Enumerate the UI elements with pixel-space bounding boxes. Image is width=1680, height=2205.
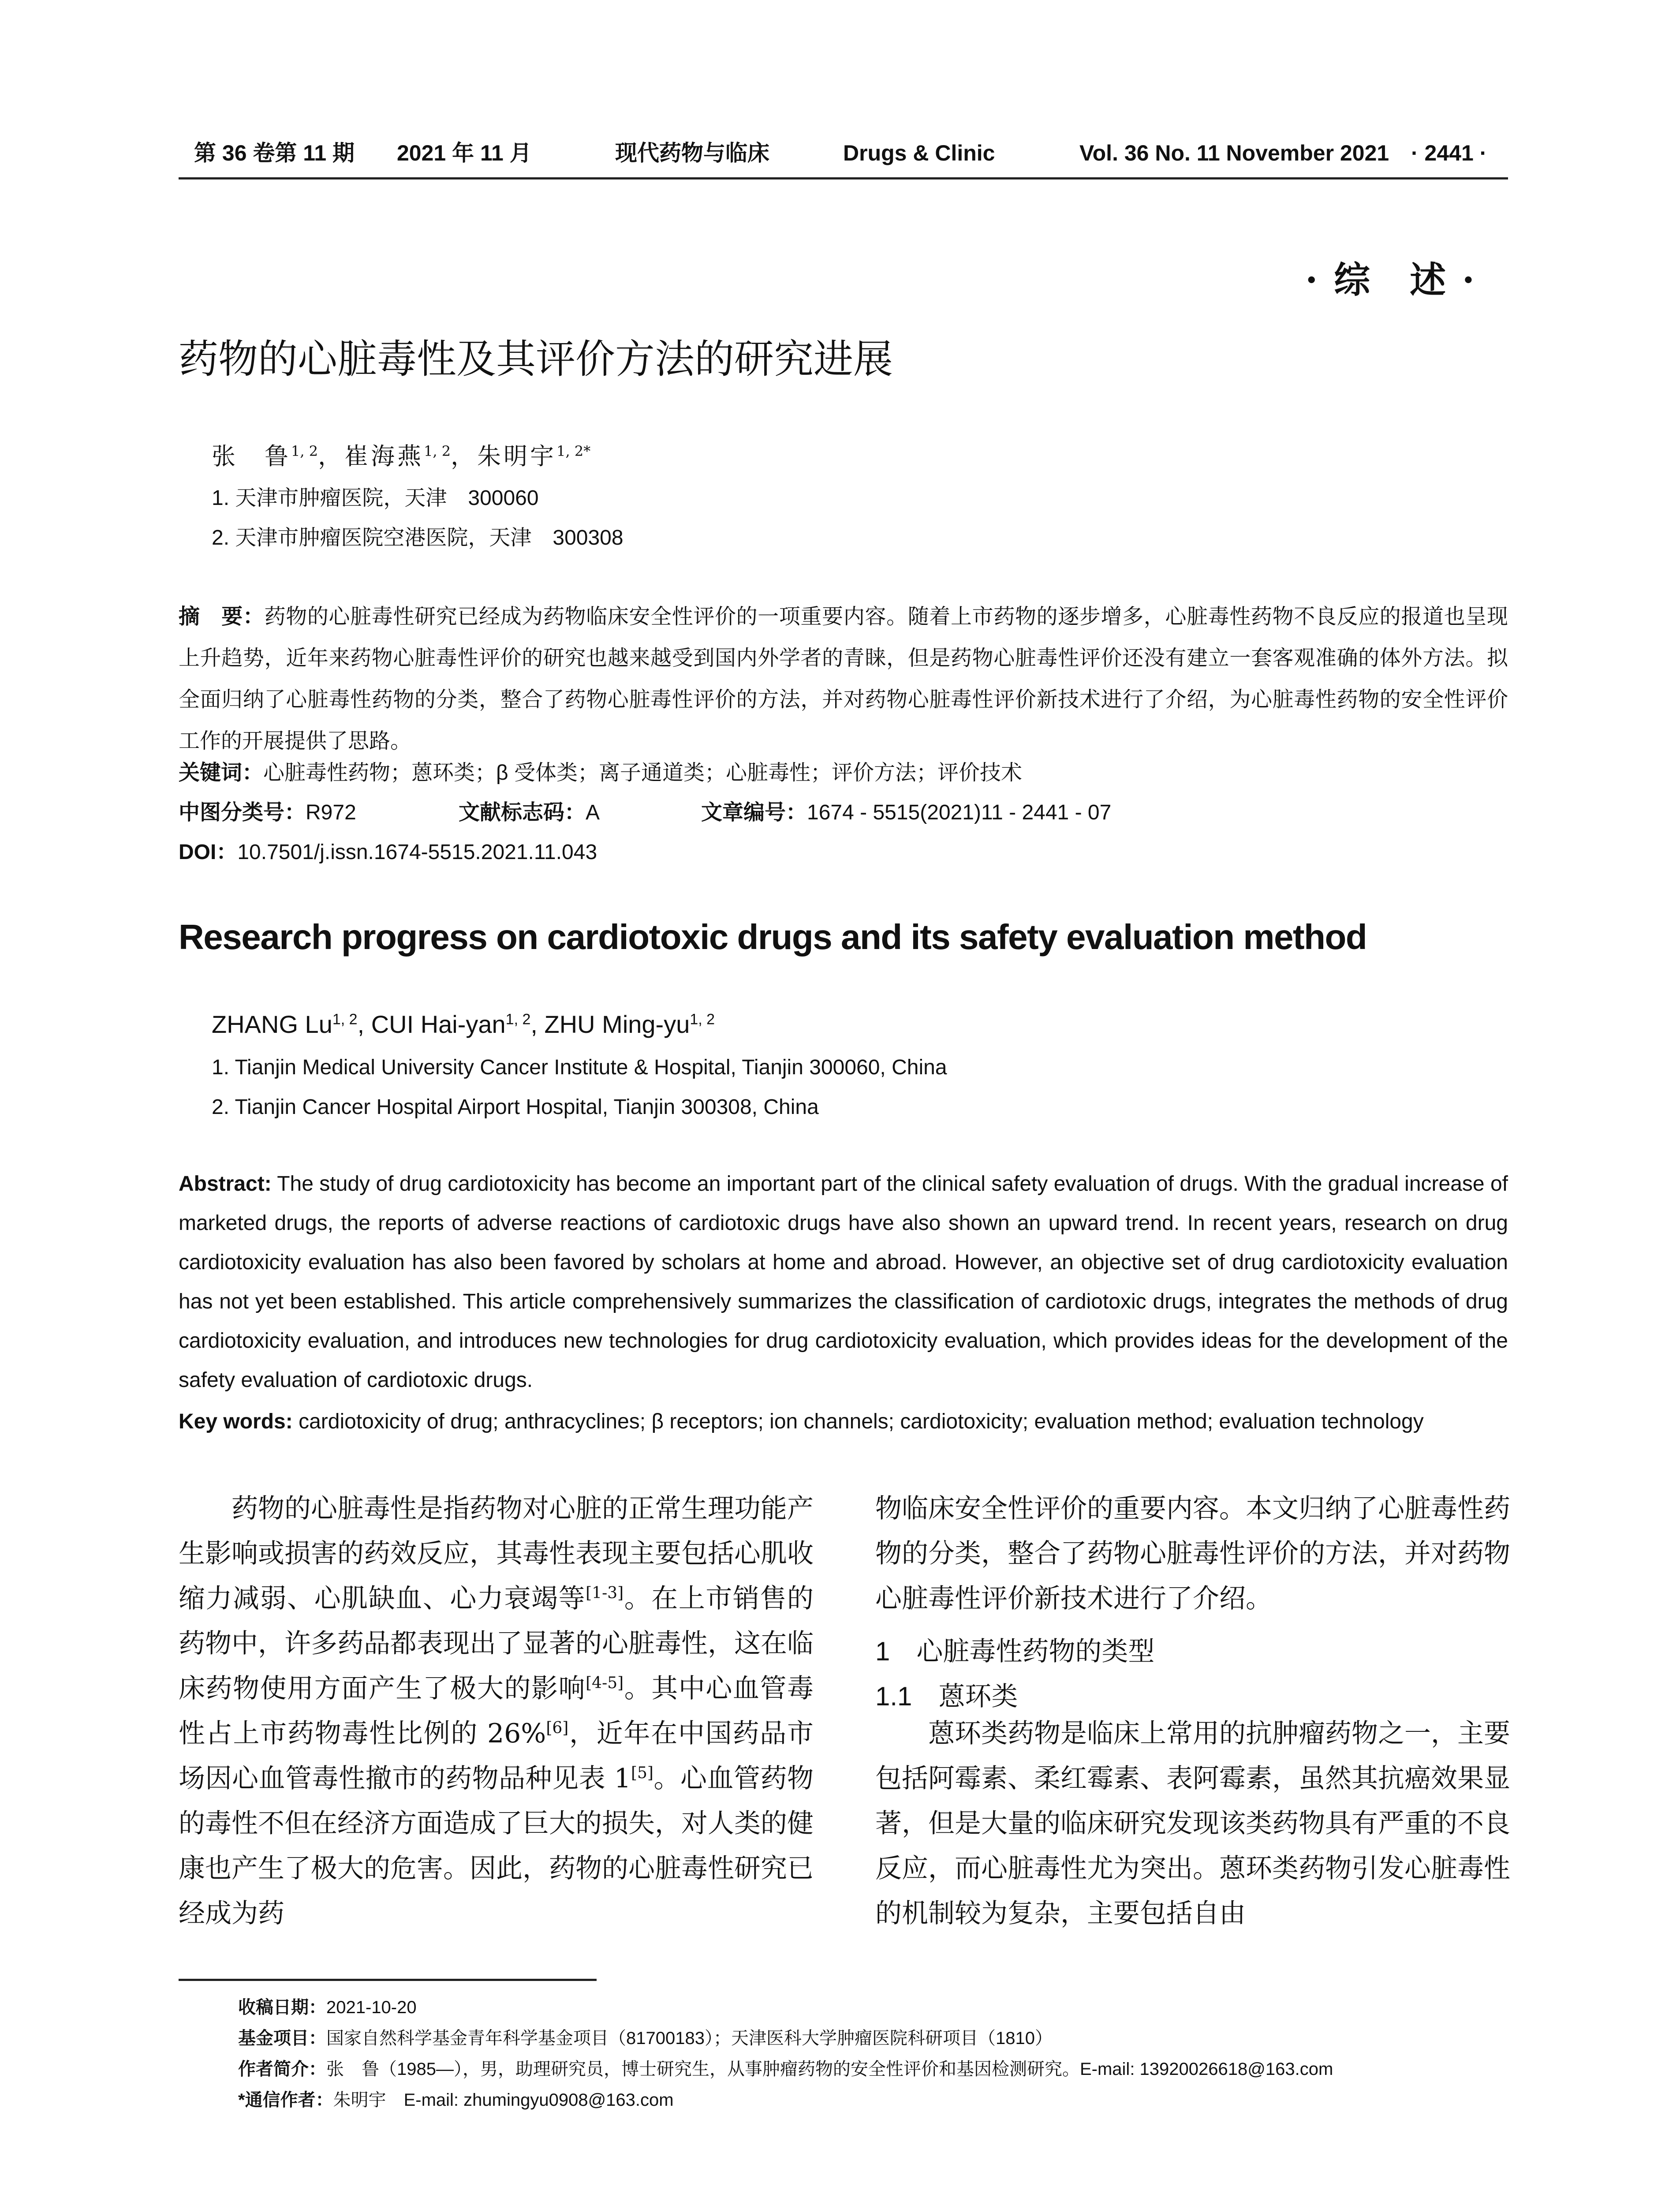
body-right-column — [875, 1486, 1510, 1621]
page-title-en: Research progress on cardiotoxic drugs and its safety evaluation method — [179, 917, 1367, 957]
abstract-label-cn: 摘 要： — [179, 605, 265, 628]
footnote-corresponding — [238, 2086, 674, 2111]
authors-en: ZHANG Lu$^{1, 2}$, CUI Hai-yan$^{1, 2}$, ZHU Ming-yu$^{1, 2}$ — [212, 1010, 715, 1038]
clc-value: R972 — [306, 801, 356, 824]
author-3-affiliation-cn: 1, 2* — [556, 443, 591, 460]
body-paragraph-continued: 物临床安全性评价的重要内容。本文归纳了心脏毒性药物的分类，整合了药物心脏毒性评价的方法，并对药物心脏毒性评价新技术进行了介绍。 — [875, 1493, 1510, 1614]
citation-ref[interactable]: [1-3] — [586, 1584, 624, 1602]
header-rule — [179, 177, 1508, 179]
body-text: ，近年在中国药品市场因心血管毒性撤市的药物品种见表 1 — [179, 1718, 814, 1794]
header-date-cn: 2021 年 11 月 — [397, 141, 532, 165]
received-label: 收稿日期： — [238, 1998, 326, 2017]
affiliation-1-en: 1. Tianjin Medical University Cancer Institute & Hospital, Tianjin 300060, China — [212, 1056, 947, 1079]
body-text: 。心血管药物的毒性不但在经济方面造成了巨大的损失，对人类的健康也产生了极大的危害。因此，药物的心脏毒性研究已经成为药 — [179, 1763, 814, 1929]
section-heading-1: 1 心脏毒性药物的类型 — [875, 1637, 1155, 1666]
body-left-column — [179, 1486, 814, 1936]
doi-value[interactable]: 10.7501/j.issn.1674-5515.2021.11.043 — [237, 841, 597, 864]
author-2-en: CUI Hai-yan — [371, 1010, 506, 1038]
abstract-label-en: Abstract: — [179, 1172, 272, 1196]
section-label: · 综 述 · — [1305, 259, 1477, 301]
author-1-cn: 张 鲁 — [212, 442, 291, 470]
article-number-label: 文章编号： — [701, 801, 807, 824]
author-bio-text: 张 鲁（1985—），男，助理研究员，博士研究生，从事肿瘤药物的安全性评价和基因检测研究。E-mail: 13920026618@163.com — [326, 2059, 1333, 2079]
author-bio-label: 作者简介： — [238, 2059, 326, 2079]
keywords-text-en: cardiotoxicity of drug; anthracyclines; β receptors; ion channels; cardiotoxicity; evaluation method; evaluation technology — [299, 1410, 1424, 1433]
affiliation-2-en: 2. Tianjin Cancer Hospital Airport Hospital, Tianjin 300308, China — [212, 1095, 819, 1119]
keywords-label-cn: 关键词： — [179, 761, 264, 785]
body-text: 。其中心血管毒性占上市药物毒性比例的 26% — [179, 1673, 814, 1749]
body-text: 药物的心脏毒性是指药物对心脏的正常生理功能产生影响或损害的药效反应，其毒性表现主要包括心肌收缩力减弱、心肌缺血、心力衰竭等 — [179, 1493, 814, 1614]
funding-label: 基金项目： — [238, 2029, 326, 2048]
received-date: 2021-10-20 — [326, 1998, 417, 2017]
author-3-en: ZHU Ming-yu — [544, 1010, 690, 1038]
keywords-text-cn: 心脏毒性药物；蒽环类；β 受体类；离子通道类；心脏毒性；评价方法；评价技术 — [263, 761, 1022, 785]
classification-line — [179, 795, 356, 826]
body-paragraph-2: 蒽环类药物是临床上常用的抗肿瘤药物之一，主要包括阿霉素、柔红霉素、表阿霉素，虽然其抗癌效果显著，但是大量的临床研究发现该类药物具有严重的不良反应，而心脏毒性尤为突出。蒽环类药物引发心脏毒性的机制较为复杂，主要包括自由 — [875, 1718, 1510, 1929]
author-3-cn: 朱明宇 — [477, 442, 557, 470]
section-heading-1-1: 1.1 蒽环类 — [875, 1682, 1018, 1711]
author-3-affiliation-en: 1, 2 — [690, 1011, 715, 1028]
corresponding-text: 朱明宇 E-mail: zhumingyu0908@163.com — [333, 2090, 674, 2110]
body-paragraph-1 — [179, 1486, 814, 1936]
abstract-text-en: The study of drug cardiotoxicity has become an important part of the clinical safety evaluation of drugs. With the gradual increase of marketed drugs, the reports of adverse reactions of cardiotoxic drugs have also shown an upward trend. In recent years, research on drug cardiotoxicity evaluation has also been favored by scholars at home and abroad. However, an objective set of drug cardiotoxicity evaluation has not yet been established. This article comprehensively summarizes the classification of cardiotoxic drugs, integrates the methods of drug cardiotoxicity evaluation, and introduces new technologies for drug cardiotoxicity evaluation, which provides ideas for the development of the safety evaluation of cardiotoxic drugs. — [179, 1172, 1508, 1392]
article-number-value: 1674 - 5515(2021)11 - 2441 - 07 — [807, 801, 1112, 824]
header-volume-en: Vol. 36 No. 11 November 2021 — [1079, 141, 1389, 165]
header-journal-cn: 现代药物与临床 — [615, 140, 769, 166]
author-1-en: ZHANG Lu — [212, 1010, 332, 1038]
abstract-text-cn: 药物的心脏毒性研究已经成为药物临床安全性评价的一项重要内容。随着上市药物的逐步增多，心脏毒性药物不良反应的报道也呈现上升趋势，近年来药物心脏毒性评价的研究也越来越受到国内外学者的青睐，但是药物心脏毒性评价还没有建立一套客观准确的体外方法。拟全面归纳了心脏毒性药物的分类，整合了药物心脏毒性评价的方法，并对药物心脏毒性评价新技术进行了介绍，为心脏毒性药物的安全性评价工作的开展提供了思路。 — [179, 605, 1508, 753]
affiliation-2-cn: 2. 天津市肿瘤医院空港医院，天津 300308 — [212, 526, 623, 549]
author-separator-2: ， — [451, 442, 478, 470]
keywords-en — [179, 1409, 1424, 1434]
author-1-affiliation-en: 1, 2 — [332, 1011, 358, 1028]
author-1-affiliation-cn: 1, 2 — [291, 443, 318, 460]
footnote-rule — [179, 1979, 597, 1981]
abstract-cn — [179, 596, 1508, 762]
document-code — [459, 795, 600, 826]
document-code-value: A — [586, 801, 600, 824]
footnote-funding — [238, 2024, 1053, 2049]
corresponding-label: *通信作者： — [238, 2090, 333, 2110]
header-issue-cn: 第 36 卷第 11 期 — [194, 141, 355, 165]
keywords-cn — [179, 755, 1022, 786]
abstract-en — [179, 1164, 1508, 1400]
page-title-cn: 药物的心脏毒性及其评价方法的研究进展 — [179, 337, 893, 381]
author-separator-1: ， — [318, 442, 345, 470]
doi-label: DOI： — [179, 841, 238, 864]
footnote-author-bio — [238, 2055, 1333, 2080]
author-2-affiliation-cn: 1, 2 — [424, 443, 451, 460]
citation-ref[interactable]: [5] — [631, 1764, 653, 1782]
author-2-affiliation-en: 1, 2 — [505, 1011, 531, 1028]
body-text: 。在上市销售的药物中，许多药品都表现出了显著的心脏毒性，这在临床药物使用方面产生了极大的影响 — [179, 1583, 814, 1704]
funding-text: 国家自然科学基金青年科学基金项目（81700183）；天津医科大学肿瘤医院科研项目（1810） — [326, 2029, 1053, 2048]
header-journal-en: Drugs & Clinic — [843, 141, 995, 165]
footnote-received — [238, 1993, 417, 2018]
affiliation-1-cn: 1. 天津市肿瘤医院，天津 300060 — [212, 486, 539, 510]
document-code-label: 文献标志码： — [459, 801, 586, 824]
body-right-column-lower — [875, 1711, 1510, 1936]
header-page-number: · 2441 · — [1411, 141, 1487, 165]
article-number — [701, 795, 1111, 826]
citation-ref[interactable]: [4-5] — [586, 1674, 624, 1692]
doi-line — [179, 835, 597, 865]
author-2-cn: 崔海燕 — [344, 442, 424, 470]
clc-label: 中图分类号： — [179, 801, 306, 824]
citation-ref[interactable]: [6] — [546, 1719, 569, 1737]
authors-cn — [212, 437, 590, 471]
keywords-label-en: Key words: — [179, 1410, 293, 1433]
